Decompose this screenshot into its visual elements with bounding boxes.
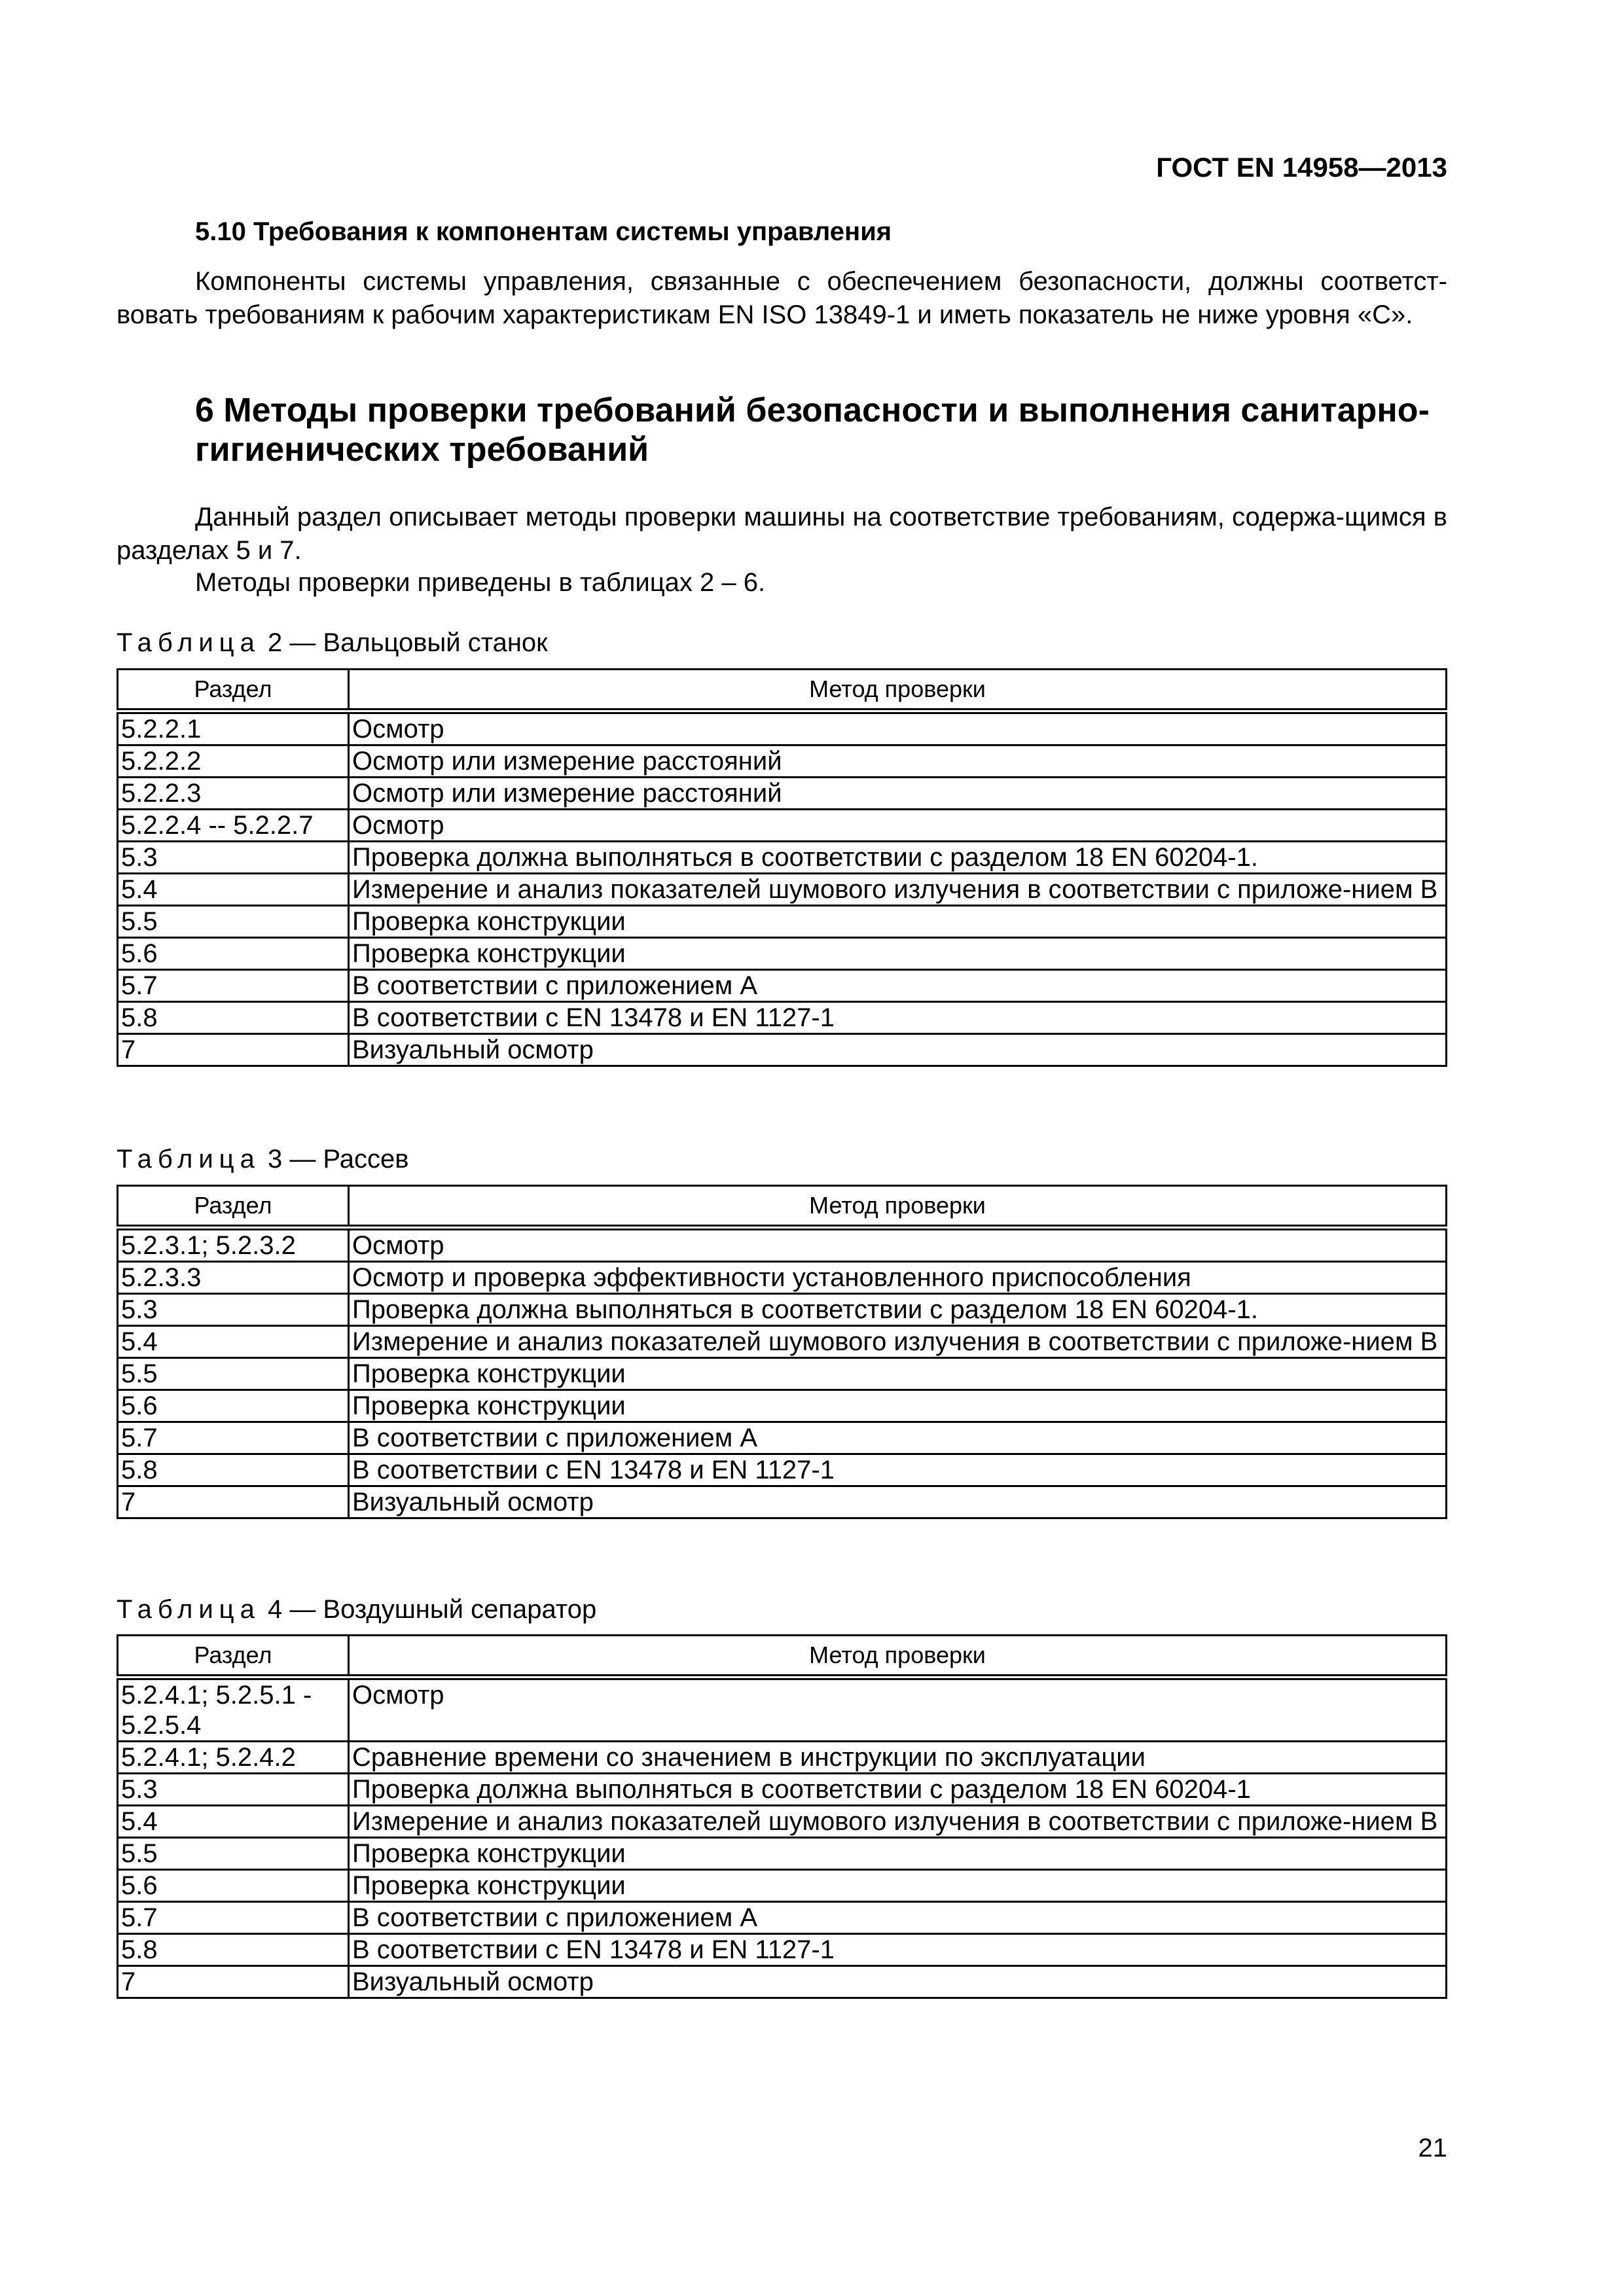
method-cell: Осмотр [349, 711, 1447, 745]
column-header-section: Раздел [118, 670, 349, 711]
method-cell: Измерение и анализ показателей шумового излучения в соответствии с приложе-нием В [349, 1326, 1447, 1358]
section-heading-6: 6 Методы проверки требований безопасности и выполнения санитарно-гигиенических требований [195, 391, 1430, 469]
method-cell: Осмотр [349, 810, 1447, 842]
table-4-grid [117, 1634, 1447, 1999]
table-row [118, 1838, 1447, 1870]
section-cell: 7 [118, 1966, 349, 1998]
column-header-section: Раздел [118, 1636, 349, 1677]
section-cell: 5.7 [118, 1422, 349, 1454]
section-cell: 7 [118, 1034, 349, 1066]
section-cell: 5.5 [118, 906, 349, 938]
section-cell: 5.3 [118, 1774, 349, 1806]
method-cell: Проверка конструкции [349, 1838, 1447, 1870]
method-cell: Измерение и анализ показателей шумового излучения в соответствии с приложе-нием В [349, 874, 1447, 906]
method-cell: Проверка конструкции [349, 906, 1447, 938]
table-row [118, 1677, 1447, 1742]
table-row [118, 711, 1447, 745]
column-header-method: Метод проверки [349, 1636, 1447, 1677]
table-3-grid [117, 1185, 1447, 1519]
table-4-caption [117, 1595, 596, 1624]
method-cell: Осмотр или измерение расстояний [349, 745, 1447, 778]
table-4 [117, 1634, 1447, 1999]
table-3-caption-label: Таблица [117, 1145, 261, 1174]
method-cell: Проверка должна выполняться в соответствии с разделом 18 EN 60204-1. [349, 842, 1447, 874]
table-row [118, 1262, 1447, 1294]
section-cell: 5.2.2.3 [118, 778, 349, 810]
section-6-paragraph-2: Методы проверки приведены в таблицах 2 – 6. [195, 568, 766, 597]
section-cell: 5.5 [118, 1838, 349, 1870]
section-6-paragraph-1: Данный раздел описывает методы проверки машины на соответствие требованиям, содержа-щимся в разделах 5 и 7. [117, 503, 1447, 565]
method-cell: Проверка конструкции [349, 938, 1447, 970]
table-row [118, 1358, 1447, 1390]
method-cell: Измерение и анализ показателей шумового излучения в соответствии с приложе-нием В [349, 1806, 1447, 1838]
section-cell: 5.3 [118, 842, 349, 874]
table-row [118, 1902, 1447, 1934]
table-row [118, 1390, 1447, 1422]
table-header-row [118, 1636, 1447, 1677]
section-cell: 5.7 [118, 1902, 349, 1934]
section-cell: 5.2.3.1; 5.2.3.2 [118, 1228, 349, 1262]
table-header-row [118, 670, 1447, 711]
subsection-text-5-10: Компоненты системы управления, связанные с обеспечением безопасности, должны соответст-вовать требованиям к рабочим характеристикам EN ISO 13849-1 и иметь показатель не ниже уровня «С». [117, 267, 1447, 329]
table-3-caption-title: 3 — Рассев [260, 1145, 409, 1174]
section-cell: 5.7 [118, 970, 349, 1002]
method-cell: Проверка конструкции [349, 1870, 1447, 1902]
method-cell: В соответствии с приложением А [349, 1902, 1447, 1934]
method-cell: Проверка конструкции [349, 1358, 1447, 1390]
table-4-caption-label: Таблица [117, 1595, 261, 1624]
table-4-caption-title: 4 — Воздушный сепаратор [260, 1595, 597, 1624]
table-row [118, 1422, 1447, 1454]
column-header-method: Метод проверки [349, 670, 1447, 711]
method-cell: В соответствии с EN 13478 и EN 1127-1 [349, 1454, 1447, 1486]
method-cell: В соответствии с приложением А [349, 970, 1447, 1002]
table-row [118, 1294, 1447, 1326]
method-cell: Осмотр и проверка эффективности установленного приспособления [349, 1262, 1447, 1294]
method-cell: Визуальный осмотр [349, 1966, 1447, 1998]
table-2-caption [117, 628, 548, 658]
table-row [118, 1034, 1447, 1066]
method-cell: Осмотр или измерение расстояний [349, 778, 1447, 810]
table-row [118, 810, 1447, 842]
column-header-section: Раздел [118, 1186, 349, 1228]
section-cell: 5.6 [118, 938, 349, 970]
table-row [118, 778, 1447, 810]
table-row [118, 938, 1447, 970]
section-cell: 5.4 [118, 874, 349, 906]
section-cell: 5.2.3.3 [118, 1262, 349, 1294]
table-row [118, 1966, 1447, 1998]
page-number: 21 [1418, 2134, 1447, 2162]
table-row [118, 1002, 1447, 1034]
table-2 [117, 668, 1447, 1067]
table-2-caption-title: 2 — Вальцовый станок [260, 628, 548, 657]
table-row [118, 1742, 1447, 1774]
section-cell: 5.2.4.1; 5.2.5.1 - 5.2.5.4 [118, 1677, 349, 1742]
table-row [118, 1326, 1447, 1358]
column-header-method: Метод проверки [349, 1186, 1447, 1228]
section-cell: 5.4 [118, 1326, 349, 1358]
section-cell: 5.5 [118, 1358, 349, 1390]
subsection-heading-5-10: 5.10 Требования к компонентам системы управления [195, 217, 892, 246]
method-cell: В соответствии с EN 13478 и EN 1127-1 [349, 1934, 1447, 1966]
table-3-caption [117, 1145, 409, 1174]
table-row [118, 1228, 1447, 1262]
method-cell: Осмотр [349, 1228, 1447, 1262]
method-cell: Осмотр [349, 1677, 1447, 1742]
section-cell: 5.2.2.1 [118, 711, 349, 745]
method-cell: Визуальный осмотр [349, 1034, 1447, 1066]
table-row [118, 1934, 1447, 1966]
table-3 [117, 1185, 1447, 1519]
table-row [118, 1454, 1447, 1486]
section-cell: 7 [118, 1486, 349, 1518]
section-cell: 5.8 [118, 1002, 349, 1034]
method-cell: Проверка должна выполняться в соответствии с разделом 18 EN 60204-1. [349, 1294, 1447, 1326]
method-cell: Проверка конструкции [349, 1390, 1447, 1422]
method-cell: Визуальный осмотр [349, 1486, 1447, 1518]
method-cell: Сравнение времени со значением в инструкции по эксплуатации [349, 1742, 1447, 1774]
table-row [118, 874, 1447, 906]
section-cell: 5.6 [118, 1870, 349, 1902]
section-cell: 5.2.2.4 -- 5.2.2.7 [118, 810, 349, 842]
table-2-grid [117, 668, 1447, 1067]
table-row [118, 1486, 1447, 1518]
table-header-row [118, 1186, 1447, 1228]
section-cell: 5.2.4.1; 5.2.4.2 [118, 1742, 349, 1774]
table-row [118, 970, 1447, 1002]
table-2-caption-label: Таблица [117, 628, 261, 657]
table-row [118, 906, 1447, 938]
table-row [118, 1774, 1447, 1806]
table-row [118, 842, 1447, 874]
section-cell: 5.2.2.2 [118, 745, 349, 778]
table-row [118, 1806, 1447, 1838]
section-cell: 5.4 [118, 1806, 349, 1838]
method-cell: В соответствии с приложением А [349, 1422, 1447, 1454]
document-header-code: ГОСТ EN 14958—2013 [1156, 152, 1447, 183]
method-cell: Проверка должна выполняться в соответствии с разделом 18 EN 60204-1 [349, 1774, 1447, 1806]
section-cell: 5.3 [118, 1294, 349, 1326]
table-row [118, 1870, 1447, 1902]
section-cell: 5.6 [118, 1390, 349, 1422]
section-cell: 5.8 [118, 1934, 349, 1966]
table-row [118, 745, 1447, 778]
section-cell: 5.8 [118, 1454, 349, 1486]
method-cell: В соответствии с EN 13478 и EN 1127-1 [349, 1002, 1447, 1034]
